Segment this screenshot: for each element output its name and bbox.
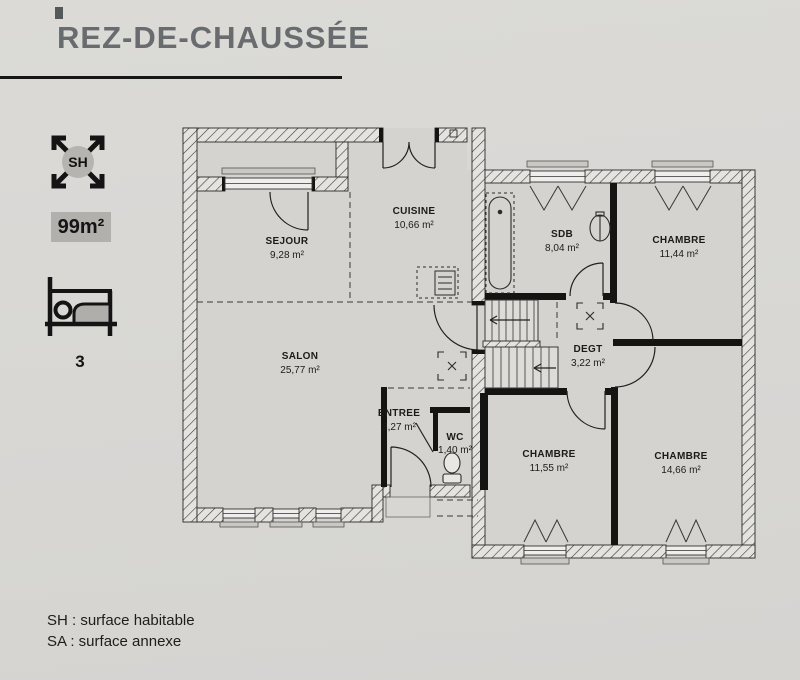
toilet-icon xyxy=(443,453,461,483)
room-area-sejour: 9,28 m² xyxy=(270,250,304,261)
room-area-chambre-2: 11,55 m² xyxy=(529,463,569,474)
surface-badge: 99m² xyxy=(51,212,111,242)
legend-footnotes xyxy=(47,610,195,652)
sh-label: SH xyxy=(68,154,88,170)
bedroom-count: 3 xyxy=(75,352,85,371)
entry-step xyxy=(386,497,430,517)
room-area-salon: 25,77 m² xyxy=(280,365,320,376)
room-label-cuisine: CUISINE xyxy=(392,206,436,217)
room-label-sejour: SEJOUR xyxy=(265,236,309,247)
room-area-chambre-3: 14,66 m² xyxy=(661,465,701,476)
room-label-chambre-1: CHAMBRE xyxy=(652,235,706,246)
footnote-sa: SA : surface annexe xyxy=(47,633,182,650)
page-title: REZ-DE-CHAUSSÉE xyxy=(57,20,370,55)
room-label-salon: SALON xyxy=(281,351,319,362)
room-area-entree: 3,27 m² xyxy=(382,422,416,433)
room-label-degt: DEGT xyxy=(573,344,603,355)
room-label-chambre-3: CHAMBRE xyxy=(654,451,708,462)
room-label-chambre-2: CHAMBRE xyxy=(522,449,576,460)
room-label-wc: WC xyxy=(446,432,464,443)
footnote-sh: SH : surface habitable xyxy=(47,612,195,629)
room-area-degt: 3,22 m² xyxy=(571,358,605,369)
room-area-cuisine: 10,66 m² xyxy=(394,220,434,231)
room-label-sdb: SDB xyxy=(550,229,574,240)
room-area-wc: 1,40 m² xyxy=(438,445,472,456)
room-area-sdb: 8,04 m² xyxy=(545,243,579,254)
room-label-entree: ENTREE xyxy=(377,408,421,419)
room-area-chambre-1: 11,44 m² xyxy=(659,249,699,260)
